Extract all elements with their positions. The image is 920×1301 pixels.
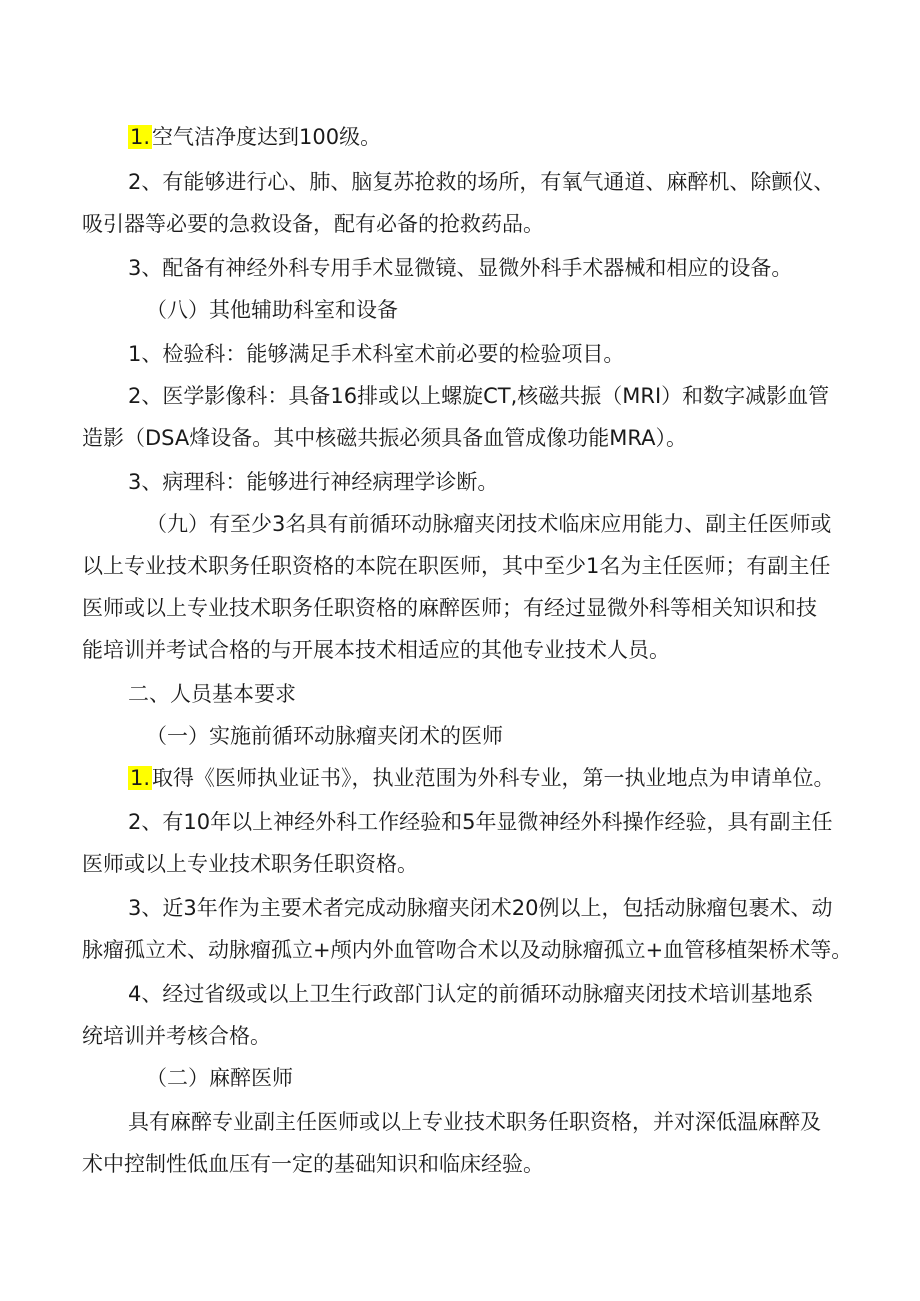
line-text: 脉瘤孤立术、动脉瘤孤立+颅内外血管吻合术以及动脉瘤孤立+血管移植架桥术等。	[82, 938, 852, 962]
highlighted-marker: 1.	[130, 766, 151, 790]
line-text: 医师或以上专业技术职务任职资格的麻醉医师；有经过显微外科等相关知识和技	[82, 596, 817, 620]
line-text: 能培训并考试合格的与开展本技术相适应的其他专业技术人员。	[82, 638, 670, 662]
item-anesthesia-cont	[82, 1144, 852, 1184]
section-9-line-1	[146, 504, 852, 544]
item-experience	[128, 802, 852, 842]
item-microscope	[128, 248, 852, 288]
line-text: 具有麻醉专业副主任医师或以上专业技术职务任职资格，并对深低温麻醉及	[128, 1110, 821, 1134]
chapter-heading-2	[128, 674, 852, 714]
item-surgery-count	[128, 888, 852, 928]
line-text: 医师或以上专业技术职务任职资格。	[82, 852, 418, 876]
section-heading: （八）其他辅助科室和设备	[146, 298, 398, 322]
line-text: 4、经过省级或以上卫生行政部门认定的前循环动脉瘤夹闭技术培训基地系	[128, 982, 814, 1006]
line-text: 取得《医师执业证书》，执业范围为外科专业，第一执业地点为申请单位。	[152, 766, 835, 790]
line-text: 以上专业技术职务任职资格的本院在职医师，其中至少1名为主任医师；有副主任	[82, 554, 831, 578]
line-text: 2、有能够进行心、肺、脑复苏抢救的场所，有氧气通道、麻醉机、除颤仪、	[128, 170, 835, 194]
item-air-cleanliness	[128, 117, 852, 157]
item-training	[128, 974, 852, 1014]
item-imaging-cont	[82, 418, 852, 458]
line-text: （九）有至少3名具有前循环动脉瘤夹闭技术临床应用能力、副主任医师或	[146, 512, 832, 536]
section-heading-1	[146, 716, 852, 756]
line-text: 空气洁净度达到100级。	[152, 125, 382, 149]
section-heading: （二）麻醉医师	[146, 1066, 293, 1090]
line-text: 3、近3年作为主要术者完成动脉瘤夹闭术20例以上，包括动脉瘤包裹术、动	[128, 896, 833, 920]
chapter-heading: 二、人员基本要求	[128, 682, 296, 706]
item-training-cont	[82, 1016, 852, 1056]
item-license	[128, 758, 852, 798]
section-9-line-4	[82, 630, 852, 670]
line-text: 2、有10年以上神经外科工作经验和5年显微神经外科操作经验，具有副主任	[128, 810, 833, 834]
section-heading-anesthesia	[146, 1058, 852, 1098]
item-resuscitation	[128, 162, 852, 202]
line-text: 术中控制性低血压有一定的基础知识和临床经验。	[82, 1152, 544, 1176]
line-text: 3、病理科：能够进行神经病理学诊断。	[128, 470, 499, 494]
section-9-line-2	[82, 546, 852, 586]
item-lab	[128, 334, 852, 374]
line-text: 2、医学影像科：具备16排或以上螺旋CT,核磁共振（MRI）和数字减影血管	[128, 384, 830, 408]
section-9-line-3	[82, 588, 852, 628]
line-text: 造影（DSA烽设备。其中核磁共振必须具备血管成像功能MRA）。	[82, 426, 687, 450]
line-text: 1、检验科：能够满足手术科室术前必要的检验项目。	[128, 342, 625, 366]
section-heading-8	[146, 290, 852, 330]
item-experience-cont	[82, 844, 852, 884]
section-heading: （一）实施前循环动脉瘤夹闭术的医师	[146, 724, 503, 748]
item-imaging	[128, 376, 852, 416]
item-surgery-count-cont	[82, 930, 852, 970]
item-pathology	[128, 462, 852, 502]
line-text: 统培训并考核合格。	[82, 1024, 271, 1048]
highlighted-marker: 1.	[130, 125, 151, 149]
item-anesthesia	[128, 1102, 852, 1142]
line-text: 吸引器等必要的急救设备，配有必备的抢救药品。	[82, 212, 544, 236]
line-text: 3、配备有神经外科专用手术显微镜、显微外科手术器械和相应的设备。	[128, 256, 793, 280]
item-resuscitation-cont	[82, 204, 852, 244]
